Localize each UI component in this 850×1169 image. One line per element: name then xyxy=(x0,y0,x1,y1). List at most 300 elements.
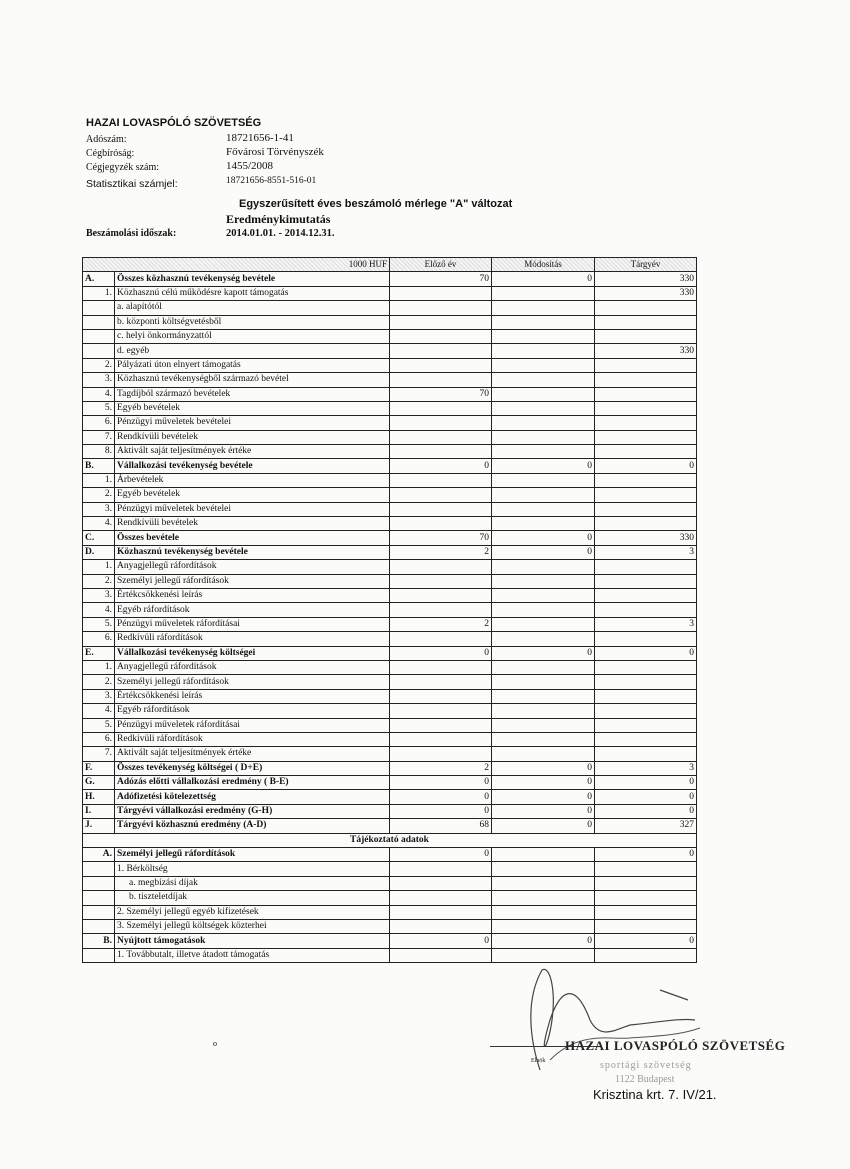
value-prev xyxy=(390,416,492,430)
row-label: Redkívüli ráfordítások xyxy=(115,732,390,746)
row-label: Tárgyévi vállalkozási eredmény (G-H) xyxy=(115,804,390,818)
info-value-prev: 0 xyxy=(390,934,492,948)
value-curr xyxy=(595,358,697,372)
info-value-curr xyxy=(595,905,697,919)
value-curr xyxy=(595,560,697,574)
table-row xyxy=(83,632,697,646)
value-prev xyxy=(390,675,492,689)
value-curr: 3 xyxy=(595,617,697,631)
value-mod xyxy=(492,660,595,674)
table-row xyxy=(83,819,697,833)
value-curr xyxy=(595,416,697,430)
info-row-label: b. tiszteletdíjak xyxy=(115,891,390,905)
info-value-curr xyxy=(595,876,697,890)
value-prev: 70 xyxy=(390,272,492,286)
value-mod xyxy=(492,373,595,387)
table-row xyxy=(83,430,697,444)
value-curr xyxy=(595,373,697,387)
row-number: 5. xyxy=(83,401,115,415)
info-row xyxy=(83,876,697,890)
table-row xyxy=(83,603,697,617)
value-curr: 330 xyxy=(595,272,697,286)
table-row xyxy=(83,560,697,574)
value-prev xyxy=(390,445,492,459)
value-prev xyxy=(390,344,492,358)
report-title: Egyszerűsített éves beszámoló mérlege "A" változat xyxy=(239,198,513,210)
row-label: Aktivált saját teljesítmények értéke xyxy=(115,445,390,459)
value-prev: 68 xyxy=(390,819,492,833)
value-curr xyxy=(595,675,697,689)
row-number: 7. xyxy=(83,430,115,444)
row-label: Vállalkozási tevékenység költségei xyxy=(115,646,390,660)
row-label: Pénzügyi műveletek bevételei xyxy=(115,502,390,516)
info-value-mod xyxy=(492,919,595,933)
table-row xyxy=(83,675,697,689)
value-curr xyxy=(595,704,697,718)
value-curr xyxy=(595,430,697,444)
table-row xyxy=(83,660,697,674)
value-prev xyxy=(390,329,492,343)
value-curr: 330 xyxy=(595,531,697,545)
value-curr xyxy=(595,603,697,617)
row-code: I. xyxy=(83,804,115,818)
value-prev xyxy=(390,430,492,444)
value-prev xyxy=(390,603,492,617)
row-label: Tárgyévi közhasznú eredmény (A-D) xyxy=(115,819,390,833)
value-prev: 0 xyxy=(390,804,492,818)
row-label: Pénzügyi műveletek ráfordításai xyxy=(115,617,390,631)
table-row xyxy=(83,272,697,286)
row-label: Egyéb ráfordítások xyxy=(115,704,390,718)
row-number: 2. xyxy=(83,675,115,689)
header-label: Cégbíróság: xyxy=(86,148,135,159)
row-code: G. xyxy=(83,776,115,790)
info-header-row xyxy=(83,833,697,847)
row-code: A. xyxy=(83,272,115,286)
row-number: 6. xyxy=(83,732,115,746)
row-number: 2. xyxy=(83,488,115,502)
value-prev xyxy=(390,732,492,746)
row-label: Aktivált saját teljesítmények értéke xyxy=(115,747,390,761)
header-label: Cégjegyzék szám: xyxy=(86,162,160,173)
info-value-mod: 0 xyxy=(492,934,595,948)
value-curr: 330 xyxy=(595,344,697,358)
signature-caption: Elnök xyxy=(531,1058,546,1064)
row-number: 5. xyxy=(83,718,115,732)
table-row xyxy=(83,804,697,818)
info-row xyxy=(83,919,697,933)
value-mod xyxy=(492,632,595,646)
info-value-mod xyxy=(492,891,595,905)
value-mod: 0 xyxy=(492,272,595,286)
row-code: B. xyxy=(83,459,115,473)
row-label: Közhasznú tevékenység bevétele xyxy=(115,545,390,559)
period-label: Beszámolási időszak: xyxy=(86,228,177,239)
table-row xyxy=(83,373,697,387)
table-row xyxy=(83,646,697,660)
value-curr xyxy=(595,315,697,329)
table-header-row xyxy=(83,258,697,272)
row-label: Összes közhasznú tevékenység bevétele xyxy=(115,272,390,286)
value-mod xyxy=(492,502,595,516)
table-row xyxy=(83,416,697,430)
info-row-code xyxy=(83,905,115,919)
table-row xyxy=(83,704,697,718)
info-value-curr xyxy=(595,862,697,876)
row-number: 4. xyxy=(83,704,115,718)
table-row xyxy=(83,315,697,329)
table-row xyxy=(83,387,697,401)
row-number: 1. xyxy=(83,660,115,674)
header-value: 18721656-1-41 xyxy=(226,132,294,144)
value-prev xyxy=(390,747,492,761)
value-curr xyxy=(595,588,697,602)
table-row xyxy=(83,358,697,372)
info-value-prev xyxy=(390,948,492,962)
value-curr xyxy=(595,301,697,315)
info-value-mod xyxy=(492,848,595,862)
value-prev xyxy=(390,315,492,329)
value-curr xyxy=(595,732,697,746)
row-label: Személyi jellegű ráfordítások xyxy=(115,675,390,689)
stamp-address: Krisztina krt. 7. IV/21. xyxy=(593,1087,717,1102)
info-row-label: 1. Továbbutalt, illetve átadott támogatás xyxy=(115,948,390,962)
row-label: Adózás előtti vállalkozási eredmény ( B-E) xyxy=(115,776,390,790)
value-prev xyxy=(390,517,492,531)
stamp-org-name: HAZAI LOVASPÓLÓ SZÖVETSÉG xyxy=(565,1038,786,1053)
value-curr: 330 xyxy=(595,286,697,300)
info-value-curr xyxy=(595,919,697,933)
value-mod xyxy=(492,329,595,343)
value-curr xyxy=(595,473,697,487)
value-mod: 0 xyxy=(492,531,595,545)
value-mod xyxy=(492,560,595,574)
info-row-label: Nyújtott támogatások xyxy=(115,934,390,948)
row-code: F. xyxy=(83,761,115,775)
value-curr: 0 xyxy=(595,459,697,473)
row-code: J. xyxy=(83,819,115,833)
header-value: 18721656-8551-516-01 xyxy=(226,176,317,186)
info-row xyxy=(83,934,697,948)
table-row xyxy=(83,588,697,602)
value-prev xyxy=(390,718,492,732)
value-mod xyxy=(492,732,595,746)
info-value-curr: 0 xyxy=(595,848,697,862)
row-number: 1. xyxy=(83,473,115,487)
table-row xyxy=(83,545,697,559)
info-row-code xyxy=(83,948,115,962)
row-label: Vállalkozási tevékenység bevétele xyxy=(115,459,390,473)
value-prev: 0 xyxy=(390,459,492,473)
info-row-label: 3. Személyi jellegű költségek közterhei xyxy=(115,919,390,933)
row-label: Pályázati úton elnyert támogatás xyxy=(115,358,390,372)
table-row xyxy=(83,344,697,358)
value-mod xyxy=(492,675,595,689)
stamp-line-3: 1122 Budapest xyxy=(615,1074,675,1085)
info-header: Tájékoztató adatok xyxy=(83,833,697,847)
value-mod xyxy=(492,416,595,430)
value-prev xyxy=(390,473,492,487)
value-prev: 0 xyxy=(390,776,492,790)
value-mod: 0 xyxy=(492,761,595,775)
value-mod xyxy=(492,517,595,531)
row-label: c. helyi önkormányzattól xyxy=(115,329,390,343)
value-prev xyxy=(390,689,492,703)
info-row-label: 1. Bérköltség xyxy=(115,862,390,876)
value-prev xyxy=(390,632,492,646)
value-curr xyxy=(595,689,697,703)
table-row xyxy=(83,531,697,545)
value-mod: 0 xyxy=(492,790,595,804)
row-number: 8. xyxy=(83,445,115,459)
table-row xyxy=(83,689,697,703)
value-mod: 0 xyxy=(492,819,595,833)
value-prev xyxy=(390,560,492,574)
value-mod xyxy=(492,747,595,761)
table-row xyxy=(83,473,697,487)
row-number: 3. xyxy=(83,689,115,703)
value-curr xyxy=(595,747,697,761)
info-value-prev xyxy=(390,891,492,905)
report-subtitle: Eredménykimutatás xyxy=(226,212,331,226)
row-label: b. központi költségvetésből xyxy=(115,315,390,329)
value-prev xyxy=(390,704,492,718)
income-statement-table xyxy=(82,257,697,963)
row-number: 6. xyxy=(83,632,115,646)
row-label: Közhasznú célú működésre kapott támogatás xyxy=(115,286,390,300)
value-curr: 0 xyxy=(595,646,697,660)
row-number: 3. xyxy=(83,588,115,602)
row-number xyxy=(83,301,115,315)
row-label: Pénzügyi műveletek ráfordításai xyxy=(115,718,390,732)
value-mod xyxy=(492,603,595,617)
value-mod: 0 xyxy=(492,776,595,790)
value-mod xyxy=(492,617,595,631)
row-code: D. xyxy=(83,545,115,559)
info-row-label: a. megbízási díjak xyxy=(115,876,390,890)
value-prev xyxy=(390,488,492,502)
value-mod: 0 xyxy=(492,804,595,818)
row-label: Értékcsökkenési leírás xyxy=(115,689,390,703)
table-row xyxy=(83,776,697,790)
period-value: 2014.01.01. - 2014.12.31. xyxy=(226,228,335,239)
header-value: 1455/2008 xyxy=(226,160,274,172)
info-row-code xyxy=(83,919,115,933)
value-prev xyxy=(390,358,492,372)
value-mod xyxy=(492,286,595,300)
value-prev xyxy=(390,401,492,415)
row-number: 1. xyxy=(83,560,115,574)
info-value-mod xyxy=(492,862,595,876)
value-prev xyxy=(390,286,492,300)
row-label: Összes tevékenység költségei ( D+E) xyxy=(115,761,390,775)
table-row xyxy=(83,459,697,473)
value-mod xyxy=(492,301,595,315)
table-row xyxy=(83,732,697,746)
table-row xyxy=(83,761,697,775)
table-row xyxy=(83,445,697,459)
row-label: Egyéb bevételek xyxy=(115,401,390,415)
stamp-line-2: sportági szövetség xyxy=(600,1060,692,1071)
value-mod xyxy=(492,574,595,588)
value-mod xyxy=(492,689,595,703)
table-row xyxy=(83,286,697,300)
row-number: 7. xyxy=(83,747,115,761)
row-label: Rendkívüli bevételek xyxy=(115,517,390,531)
table-row xyxy=(83,401,697,415)
value-curr: 3 xyxy=(595,761,697,775)
value-curr xyxy=(595,517,697,531)
value-curr xyxy=(595,329,697,343)
value-curr xyxy=(595,502,697,516)
value-mod xyxy=(492,401,595,415)
value-prev xyxy=(390,660,492,674)
row-number xyxy=(83,344,115,358)
value-curr xyxy=(595,718,697,732)
stray-mark: o xyxy=(213,1039,217,1048)
row-number: 3. xyxy=(83,373,115,387)
header-value: Fővárosi Törvényszék xyxy=(226,146,324,158)
row-number: 6. xyxy=(83,416,115,430)
info-value-curr xyxy=(595,891,697,905)
value-curr xyxy=(595,660,697,674)
value-prev: 2 xyxy=(390,545,492,559)
info-row-code xyxy=(83,891,115,905)
row-number: 2. xyxy=(83,574,115,588)
unit-header: 1000 HUF xyxy=(83,258,390,272)
row-code: C. xyxy=(83,531,115,545)
table-row xyxy=(83,502,697,516)
info-value-prev: 0 xyxy=(390,848,492,862)
table-row xyxy=(83,747,697,761)
row-label: Adófizetési kötelezettség xyxy=(115,790,390,804)
row-label: Rendkívüli bevételek xyxy=(115,430,390,444)
value-mod xyxy=(492,588,595,602)
value-curr: 327 xyxy=(595,819,697,833)
row-label: Árbevételek xyxy=(115,473,390,487)
value-prev xyxy=(390,301,492,315)
table-row xyxy=(83,488,697,502)
info-row-code xyxy=(83,876,115,890)
info-value-prev xyxy=(390,919,492,933)
row-number: 5. xyxy=(83,617,115,631)
header-label: Adószám: xyxy=(86,134,127,145)
value-prev: 2 xyxy=(390,617,492,631)
row-number: 2. xyxy=(83,358,115,372)
value-curr xyxy=(595,488,697,502)
value-curr: 3 xyxy=(595,545,697,559)
info-row-code: B. xyxy=(83,934,115,948)
info-row xyxy=(83,862,697,876)
value-mod: 0 xyxy=(492,545,595,559)
value-mod xyxy=(492,445,595,459)
value-prev xyxy=(390,574,492,588)
value-curr xyxy=(595,387,697,401)
value-mod: 0 xyxy=(492,459,595,473)
value-mod xyxy=(492,387,595,401)
info-value-prev xyxy=(390,876,492,890)
current-year-header: Tárgyév xyxy=(595,258,697,272)
header-label: Statisztikai számjel: xyxy=(86,178,178,190)
prev-year-header: Előző év xyxy=(390,258,492,272)
info-value-prev xyxy=(390,862,492,876)
value-curr xyxy=(595,574,697,588)
row-number: 4. xyxy=(83,387,115,401)
row-label: Egyéb bevételek xyxy=(115,488,390,502)
row-number: 1. xyxy=(83,286,115,300)
value-mod xyxy=(492,344,595,358)
value-curr: 0 xyxy=(595,804,697,818)
row-label: Redkívüli ráfordítások xyxy=(115,632,390,646)
row-label: Pénzügyi műveletek bevételei xyxy=(115,416,390,430)
row-code: E. xyxy=(83,646,115,660)
value-mod: 0 xyxy=(492,646,595,660)
value-curr xyxy=(595,401,697,415)
value-mod xyxy=(492,430,595,444)
row-label: Személyi jellegű ráfordítások xyxy=(115,574,390,588)
info-row-code xyxy=(83,862,115,876)
value-prev: 70 xyxy=(390,531,492,545)
value-mod xyxy=(492,704,595,718)
info-row-label: Személyi jellegű ráfordítások xyxy=(115,848,390,862)
row-label: d. egyéb xyxy=(115,344,390,358)
table-row xyxy=(83,790,697,804)
row-number: 4. xyxy=(83,603,115,617)
row-label: Összes bevétele xyxy=(115,531,390,545)
row-code: H. xyxy=(83,790,115,804)
info-value-prev xyxy=(390,905,492,919)
value-mod xyxy=(492,315,595,329)
row-label: Anyagjellegű ráfordítások xyxy=(115,660,390,674)
info-row-code: A. xyxy=(83,848,115,862)
value-prev: 2 xyxy=(390,761,492,775)
value-mod xyxy=(492,473,595,487)
value-prev xyxy=(390,373,492,387)
table-row xyxy=(83,517,697,531)
row-label: Közhasznú tevékenységből származó bevétel xyxy=(115,373,390,387)
value-curr: 0 xyxy=(595,790,697,804)
row-number: 3. xyxy=(83,502,115,516)
value-prev xyxy=(390,502,492,516)
row-label: Értékcsökkenési leírás xyxy=(115,588,390,602)
info-row xyxy=(83,891,697,905)
info-value-mod xyxy=(492,905,595,919)
info-value-curr: 0 xyxy=(595,934,697,948)
value-mod xyxy=(492,488,595,502)
table-row xyxy=(83,718,697,732)
info-value-mod xyxy=(492,876,595,890)
value-prev: 0 xyxy=(390,646,492,660)
value-prev: 0 xyxy=(390,790,492,804)
value-curr xyxy=(595,445,697,459)
row-label: Anyagjellegű ráfordítások xyxy=(115,560,390,574)
row-number xyxy=(83,315,115,329)
info-row xyxy=(83,848,697,862)
table-row xyxy=(83,617,697,631)
table-row xyxy=(83,329,697,343)
organization-name: HAZAI LOVASPÓLÓ SZÖVETSÉG xyxy=(86,117,262,129)
value-curr xyxy=(595,632,697,646)
info-row xyxy=(83,905,697,919)
value-prev xyxy=(390,588,492,602)
row-label: a. alapítótól xyxy=(115,301,390,315)
value-mod xyxy=(492,718,595,732)
value-prev: 70 xyxy=(390,387,492,401)
row-number: 4. xyxy=(83,517,115,531)
row-label: Tagdíjból származó bevételek xyxy=(115,387,390,401)
value-curr: 0 xyxy=(595,776,697,790)
row-label: Egyéb ráfordítások xyxy=(115,603,390,617)
